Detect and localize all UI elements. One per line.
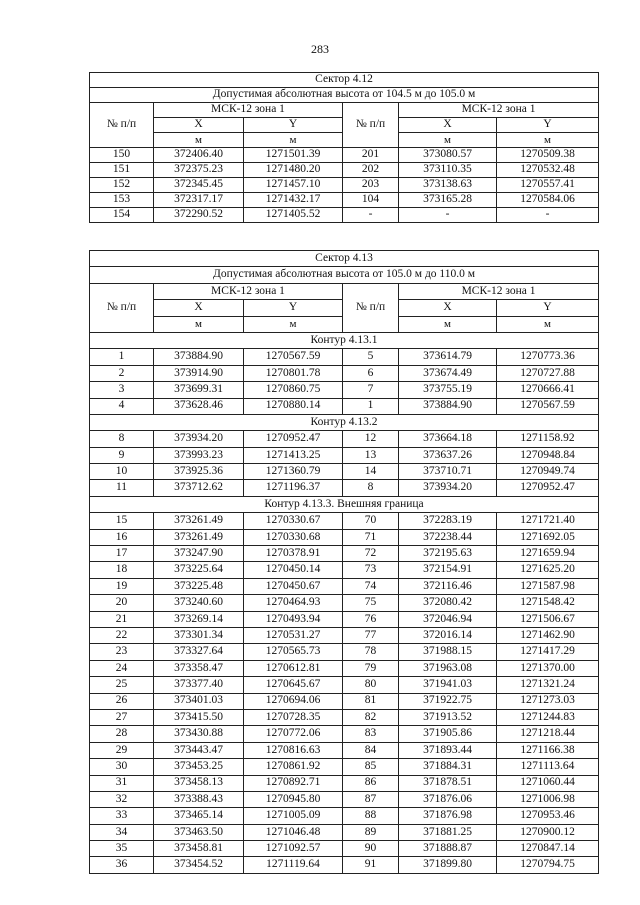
table-row	[90, 759, 599, 775]
table-row	[90, 578, 599, 594]
contour-title: Контур 4.13.1	[90, 332, 599, 348]
table-row	[90, 677, 599, 693]
x-coordinate: 373080.57	[399, 148, 497, 163]
table-row	[90, 431, 599, 447]
point-number: 17	[90, 546, 154, 562]
point-number: 84	[343, 742, 399, 758]
x-coordinate: 373934.20	[399, 480, 497, 496]
y-header: Y	[244, 300, 343, 316]
x-coordinate: 371913.52	[399, 709, 497, 725]
y-coordinate: 1270532.48	[497, 163, 599, 178]
point-number: 91	[343, 857, 399, 873]
x-coordinate: 373712.62	[154, 480, 244, 496]
point-number: 86	[343, 775, 399, 791]
point-number: 72	[343, 546, 399, 562]
point-number: 7	[343, 382, 399, 398]
x-coordinate: 373261.49	[154, 513, 244, 529]
point-number: 151	[90, 163, 154, 178]
x-coordinate: 373138.63	[399, 178, 497, 193]
y-coordinate: 1271462.90	[497, 627, 599, 643]
point-number: 1	[90, 349, 154, 365]
unit-header: м	[399, 316, 497, 332]
x-coordinate: 373110.35	[399, 163, 497, 178]
y-coordinate: 1270945.80	[244, 791, 343, 807]
table-row	[90, 447, 599, 463]
point-number: 88	[343, 808, 399, 824]
point-number: 27	[90, 709, 154, 725]
contour-title: Контур 4.13.3. Внешняя граница	[90, 496, 599, 512]
x-coordinate: 372406.40	[154, 148, 244, 163]
x-coordinate: 373401.03	[154, 693, 244, 709]
x-coordinate: 372317.17	[154, 193, 244, 208]
y-coordinate: 1270772.06	[244, 726, 343, 742]
y-header: Y	[244, 118, 343, 133]
table-row	[90, 464, 599, 480]
y-coordinate: 1270567.59	[497, 398, 599, 414]
y-coordinate: 1270952.47	[244, 431, 343, 447]
num-header: № п/п	[90, 283, 154, 332]
x-header: X	[399, 300, 497, 316]
point-number: 80	[343, 677, 399, 693]
point-number: 77	[343, 627, 399, 643]
x-coordinate: 373699.31	[154, 382, 244, 398]
y-coordinate: 1270584.06	[497, 193, 599, 208]
x-coordinate: 373301.34	[154, 627, 244, 643]
x-coordinate: 373454.52	[154, 857, 244, 873]
y-coordinate: 1271417.29	[497, 644, 599, 660]
y-coordinate: 1271587.98	[497, 578, 599, 594]
point-number: 89	[343, 824, 399, 840]
height-range: Допустимая абсолютная высота от 105.0 м до 110.0 м	[90, 267, 599, 283]
point-number: 31	[90, 775, 154, 791]
x-coordinate: 372238.44	[399, 529, 497, 545]
y-coordinate: 1270880.14	[244, 398, 343, 414]
y-coordinate: 1270450.67	[244, 578, 343, 594]
point-number: 201	[343, 148, 399, 163]
y-coordinate: 1271501.39	[244, 148, 343, 163]
table-row	[90, 808, 599, 824]
point-number: 26	[90, 693, 154, 709]
point-number: 28	[90, 726, 154, 742]
y-coordinate: 1271548.42	[497, 595, 599, 611]
unit-header: м	[154, 133, 244, 148]
x-coordinate: 373165.28	[399, 193, 497, 208]
point-number: 154	[90, 208, 154, 223]
sector-4-12-rows	[90, 148, 599, 223]
y-coordinate: 1271166.38	[497, 742, 599, 758]
table-row	[90, 857, 599, 873]
point-number: 36	[90, 857, 154, 873]
x-coordinate: 373261.49	[154, 529, 244, 545]
x-coordinate: 373614.79	[399, 349, 497, 365]
x-coordinate: 372016.14	[399, 627, 497, 643]
y-coordinate: 1270694.06	[244, 693, 343, 709]
point-number: 25	[90, 677, 154, 693]
table-row	[90, 148, 599, 163]
unit-header: м	[497, 316, 599, 332]
x-coordinate: 373463.50	[154, 824, 244, 840]
point-number: 5	[343, 349, 399, 365]
table-row	[90, 365, 599, 381]
x-coordinate: 371881.25	[399, 824, 497, 840]
y-coordinate: 1270557.41	[497, 178, 599, 193]
point-number: 34	[90, 824, 154, 840]
point-number: 14	[343, 464, 399, 480]
y-coordinate: 1270509.38	[497, 148, 599, 163]
y-coordinate: 1270450.14	[244, 562, 343, 578]
x-coordinate: 373465.14	[154, 808, 244, 824]
point-number: 4	[90, 398, 154, 414]
x-coordinate: 371922.75	[399, 693, 497, 709]
x-coordinate: 373637.26	[399, 447, 497, 463]
y-coordinate: 1271006.98	[497, 791, 599, 807]
point-number: 8	[90, 431, 154, 447]
x-coordinate: -	[399, 208, 497, 223]
x-header: X	[154, 118, 244, 133]
y-coordinate: 1271273.03	[497, 693, 599, 709]
table-row	[90, 841, 599, 857]
y-coordinate: 1270567.59	[244, 349, 343, 365]
x-coordinate: 373240.60	[154, 595, 244, 611]
y-coordinate: 1271480.20	[244, 163, 343, 178]
point-number: 87	[343, 791, 399, 807]
y-coordinate: 1270794.75	[497, 857, 599, 873]
y-coordinate: 1271196.37	[244, 480, 343, 496]
table-row	[90, 693, 599, 709]
y-coordinate: 1270666.41	[497, 382, 599, 398]
y-coordinate: 1270816.63	[244, 742, 343, 758]
x-coordinate: 372116.46	[399, 578, 497, 594]
x-coordinate: 371876.06	[399, 791, 497, 807]
point-number: 71	[343, 529, 399, 545]
x-coordinate: 372080.42	[399, 595, 497, 611]
y-coordinate: 1271405.52	[244, 208, 343, 223]
x-coordinate: 372290.52	[154, 208, 244, 223]
x-coordinate: 373269.14	[154, 611, 244, 627]
y-coordinate: 1271218.44	[497, 726, 599, 742]
y-coordinate: 1270645.67	[244, 677, 343, 693]
y-coordinate: 1270330.67	[244, 513, 343, 529]
point-number: -	[343, 208, 399, 223]
unit-header: м	[497, 133, 599, 148]
y-coordinate: 1270531.27	[244, 627, 343, 643]
point-number: 21	[90, 611, 154, 627]
y-coordinate: 1271005.09	[244, 808, 343, 824]
table-row	[90, 644, 599, 660]
y-coordinate: 1271244.83	[497, 709, 599, 725]
x-coordinate: 373755.19	[399, 382, 497, 398]
point-number: 11	[90, 480, 154, 496]
system-header: МСК-12 зона 1	[399, 103, 599, 118]
table-row	[90, 660, 599, 676]
y-coordinate: 1270948.84	[497, 447, 599, 463]
y-coordinate: 1271321.24	[497, 677, 599, 693]
table-row	[90, 791, 599, 807]
point-number: 76	[343, 611, 399, 627]
x-coordinate: 373327.64	[154, 644, 244, 660]
table-row	[90, 627, 599, 643]
x-coordinate: 371905.86	[399, 726, 497, 742]
x-coordinate: 372345.45	[154, 178, 244, 193]
point-number: 15	[90, 513, 154, 529]
x-coordinate: 373453.25	[154, 759, 244, 775]
y-coordinate: -	[497, 208, 599, 223]
point-number: 18	[90, 562, 154, 578]
x-coordinate: 371988.15	[399, 644, 497, 660]
point-number: 203	[343, 178, 399, 193]
page-number: 283	[311, 42, 329, 56]
sector-4-13-table	[89, 250, 599, 874]
system-header: МСК-12 зона 1	[399, 283, 599, 299]
x-header: X	[154, 300, 244, 316]
point-number: 6	[343, 365, 399, 381]
x-coordinate: 373884.90	[154, 349, 244, 365]
table-row	[90, 824, 599, 840]
y-coordinate: 1270953.46	[497, 808, 599, 824]
point-number: 33	[90, 808, 154, 824]
height-range: Допустимая абсолютная высота от 104.5 м до 105.0 м	[90, 88, 599, 103]
y-coordinate: 1271158.92	[497, 431, 599, 447]
point-number: 90	[343, 841, 399, 857]
unit-header: м	[399, 133, 497, 148]
point-number: 3	[90, 382, 154, 398]
table-row	[90, 178, 599, 193]
system-header: МСК-12 зона 1	[154, 283, 343, 299]
table-row	[90, 726, 599, 742]
y-coordinate: 1270860.75	[244, 382, 343, 398]
system-header: МСК-12 зона 1	[154, 103, 343, 118]
x-coordinate: 373247.90	[154, 546, 244, 562]
y-coordinate: 1270801.78	[244, 365, 343, 381]
table-row	[90, 193, 599, 208]
y-header: Y	[497, 300, 599, 316]
point-number: 81	[343, 693, 399, 709]
sector-4-12-table	[89, 72, 599, 223]
y-coordinate: 1271092.57	[244, 841, 343, 857]
y-coordinate: 1271692.05	[497, 529, 599, 545]
table-row	[90, 398, 599, 414]
unit-header: м	[154, 316, 244, 332]
point-number: 32	[90, 791, 154, 807]
x-coordinate: 372195.63	[399, 546, 497, 562]
y-coordinate: 1270773.36	[497, 349, 599, 365]
point-number: 79	[343, 660, 399, 676]
table-row	[90, 163, 599, 178]
y-coordinate: 1270949.74	[497, 464, 599, 480]
y-coordinate: 1271625.20	[497, 562, 599, 578]
x-coordinate: 372375.23	[154, 163, 244, 178]
point-number: 73	[343, 562, 399, 578]
y-coordinate: 1271119.64	[244, 857, 343, 873]
x-coordinate: 373415.50	[154, 709, 244, 725]
point-number: 29	[90, 742, 154, 758]
y-coordinate: 1270847.14	[497, 841, 599, 857]
y-coordinate: 1270892.71	[244, 775, 343, 791]
x-coordinate: 373628.46	[154, 398, 244, 414]
num-header: № п/п	[90, 103, 154, 148]
x-coordinate: 373458.81	[154, 841, 244, 857]
x-coordinate: 373674.49	[399, 365, 497, 381]
x-coordinate: 372046.94	[399, 611, 497, 627]
y-coordinate: 1271432.17	[244, 193, 343, 208]
point-number: 24	[90, 660, 154, 676]
y-coordinate: 1271370.00	[497, 660, 599, 676]
x-coordinate: 373430.88	[154, 726, 244, 742]
point-number: 10	[90, 464, 154, 480]
unit-header: м	[244, 316, 343, 332]
x-coordinate: 373934.20	[154, 431, 244, 447]
point-number: 202	[343, 163, 399, 178]
x-coordinate: 371878.51	[399, 775, 497, 791]
y-coordinate: 1271457.10	[244, 178, 343, 193]
x-coordinate: 371899.80	[399, 857, 497, 873]
x-coordinate: 373225.64	[154, 562, 244, 578]
x-coordinate: 371941.03	[399, 677, 497, 693]
num-header: № п/п	[343, 103, 399, 148]
y-coordinate: 1270861.92	[244, 759, 343, 775]
point-number: 8	[343, 480, 399, 496]
y-coordinate: 1271721.40	[497, 513, 599, 529]
y-coordinate: 1270612.81	[244, 660, 343, 676]
table-row	[90, 595, 599, 611]
sector-title: Сектор 4.12	[90, 73, 599, 88]
y-coordinate: 1271659.94	[497, 546, 599, 562]
point-number: 22	[90, 627, 154, 643]
y-coordinate: 1270378.91	[244, 546, 343, 562]
table-row	[90, 742, 599, 758]
x-coordinate: 373443.47	[154, 742, 244, 758]
sector-title: Сектор 4.13	[90, 251, 599, 267]
contour-4-13-3-rows	[90, 513, 599, 874]
table-row	[90, 349, 599, 365]
point-number: 150	[90, 148, 154, 163]
x-coordinate: 373458.13	[154, 775, 244, 791]
x-coordinate: 371888.87	[399, 841, 497, 857]
point-number: 153	[90, 193, 154, 208]
table-row	[90, 775, 599, 791]
y-coordinate: 1271413.25	[244, 447, 343, 463]
x-coordinate: 373993.23	[154, 447, 244, 463]
point-number: 2	[90, 365, 154, 381]
x-coordinate: 373914.90	[154, 365, 244, 381]
table-row	[90, 382, 599, 398]
y-coordinate: 1271060.44	[497, 775, 599, 791]
table-row	[90, 546, 599, 562]
x-coordinate: 373710.71	[399, 464, 497, 480]
point-number: 74	[343, 578, 399, 594]
table-row	[90, 513, 599, 529]
num-header: № п/п	[343, 283, 399, 332]
y-coordinate: 1270728.35	[244, 709, 343, 725]
y-coordinate: 1271506.67	[497, 611, 599, 627]
table-row	[90, 208, 599, 223]
point-number: 20	[90, 595, 154, 611]
point-number: 82	[343, 709, 399, 725]
point-number: 70	[343, 513, 399, 529]
point-number: 104	[343, 193, 399, 208]
table-row	[90, 480, 599, 496]
point-number: 9	[90, 447, 154, 463]
y-coordinate: 1270464.93	[244, 595, 343, 611]
y-coordinate: 1270727.88	[497, 365, 599, 381]
contour-title: Контур 4.13.2	[90, 414, 599, 430]
point-number: 23	[90, 644, 154, 660]
x-coordinate: 373884.90	[399, 398, 497, 414]
point-number: 85	[343, 759, 399, 775]
y-header: Y	[497, 118, 599, 133]
x-coordinate: 373925.36	[154, 464, 244, 480]
point-number: 16	[90, 529, 154, 545]
table-row	[90, 562, 599, 578]
table-row	[90, 529, 599, 545]
contour-4-13-1-rows	[90, 349, 599, 415]
y-coordinate: 1270952.47	[497, 480, 599, 496]
point-number: 78	[343, 644, 399, 660]
point-number: 152	[90, 178, 154, 193]
y-coordinate: 1270493.94	[244, 611, 343, 627]
table-row	[90, 611, 599, 627]
x-coordinate: 373225.48	[154, 578, 244, 594]
y-coordinate: 1271046.48	[244, 824, 343, 840]
x-coordinate: 371884.31	[399, 759, 497, 775]
x-coordinate: 372283.19	[399, 513, 497, 529]
x-coordinate: 371876.98	[399, 808, 497, 824]
unit-header: м	[244, 133, 343, 148]
point-number: 13	[343, 447, 399, 463]
y-coordinate: 1270330.68	[244, 529, 343, 545]
x-coordinate: 373664.18	[399, 431, 497, 447]
x-coordinate: 373358.47	[154, 660, 244, 676]
x-coordinate: 373377.40	[154, 677, 244, 693]
x-coordinate: 373388.43	[154, 791, 244, 807]
y-coordinate: 1271113.64	[497, 759, 599, 775]
point-number: 83	[343, 726, 399, 742]
y-coordinate: 1270565.73	[244, 644, 343, 660]
x-header: X	[399, 118, 497, 133]
point-number: 19	[90, 578, 154, 594]
table-row	[90, 709, 599, 725]
point-number: 30	[90, 759, 154, 775]
point-number: 35	[90, 841, 154, 857]
contour-4-13-2-rows	[90, 431, 599, 497]
y-coordinate: 1271360.79	[244, 464, 343, 480]
point-number: 75	[343, 595, 399, 611]
point-number: 12	[343, 431, 399, 447]
x-coordinate: 372154.91	[399, 562, 497, 578]
point-number: 1	[343, 398, 399, 414]
x-coordinate: 371893.44	[399, 742, 497, 758]
y-coordinate: 1270900.12	[497, 824, 599, 840]
x-coordinate: 371963.08	[399, 660, 497, 676]
